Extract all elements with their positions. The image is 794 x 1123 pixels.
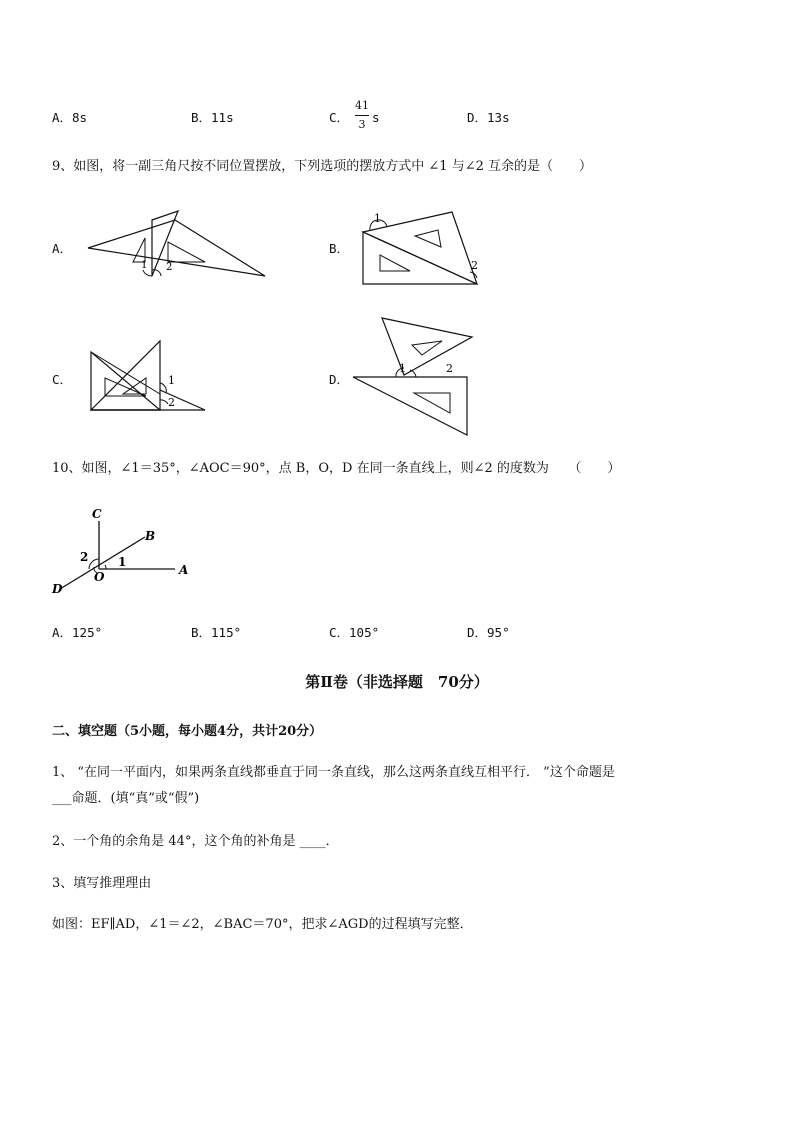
q10-label-d: D xyxy=(52,582,63,596)
fill-q1-line1: 1、 “在同一平面内，如果两条直线都垂直于同一条直线，那么这两条直线互相平行． ”这个命题是 xyxy=(52,765,615,780)
fill-q2: 2、一个角的余角是 44°，这个角的补角是 ____． xyxy=(52,834,339,849)
q9-d-angle1-label: 1 xyxy=(399,362,406,375)
q9-option-c: C． xyxy=(52,372,73,387)
q9-b-angle2-label: 2 xyxy=(471,259,478,272)
q9-figure-d xyxy=(350,315,475,440)
q10-label-b: B xyxy=(145,529,156,543)
q9-option-a: A． xyxy=(52,241,73,256)
q9-d-angle2-label: 2 xyxy=(446,362,453,375)
q9-figure-a xyxy=(85,208,275,283)
q10-label-2: 2 xyxy=(80,550,89,564)
q8-option-c-numerator: 41 xyxy=(355,99,369,112)
q10-option-a: A．125° xyxy=(52,625,103,640)
fill-q3-detail: 如图：EF∥AD，∠1＝∠2，∠BAC＝70°，把求∠AGD的过程填写完整． xyxy=(52,917,473,932)
fill-q3: 3、填写推理理由 xyxy=(52,876,152,891)
q10-label-1: 1 xyxy=(118,555,127,569)
q10-option-c: C．105° xyxy=(329,625,380,640)
q10-option-b: B．115° xyxy=(191,625,242,640)
section-heading: 二、填空题（5小题，每小题4分，共计20分） xyxy=(52,724,323,739)
section-title: 第Ⅱ卷（非选择题 70分） xyxy=(305,673,489,691)
q8-option-c-unit: s xyxy=(372,110,380,125)
q9-a-angle2-label: 2 xyxy=(166,262,173,273)
q10-option-d: D．95° xyxy=(467,625,510,640)
q8-option-c-prefix: C． xyxy=(329,110,350,125)
q10-stem: 10、如图，∠1＝35°，∠AOC＝90°，点 B，O，D 在同一条直线上，则∠2 的度数为 （ ） xyxy=(52,461,621,476)
q9-c-angle2-label: 2 xyxy=(168,396,175,409)
q9-b-angle1-label: 1 xyxy=(374,212,381,225)
q9-c-angle1-label: 1 xyxy=(168,374,175,387)
q9-option-d: D． xyxy=(329,372,350,387)
q9-a-angle1-label: 1 xyxy=(141,260,148,271)
q8-option-a: A．8s xyxy=(52,110,88,125)
q9-figure-b xyxy=(360,208,485,288)
q10-label-c: C xyxy=(92,507,102,521)
q10-label-a: A xyxy=(179,563,189,577)
fraction-bar xyxy=(355,115,369,116)
q8-option-c-denominator: 3 xyxy=(358,118,366,131)
q10-figure xyxy=(50,505,200,600)
q8-option-d: D．13s xyxy=(467,110,510,125)
q9-option-b: B． xyxy=(329,241,350,256)
q9-figure-c xyxy=(88,338,210,413)
q8-option-b: B．11s xyxy=(191,110,234,125)
q9-stem: 9、如图，将一副三角尺按不同位置摆放，下列选项的摆放方式中 ∠1 与∠2 互余的是（ ） xyxy=(52,159,592,174)
fill-q1-line2: ___命题．(填“真”或“假”) xyxy=(52,791,200,806)
q10-label-o: O xyxy=(94,570,105,584)
